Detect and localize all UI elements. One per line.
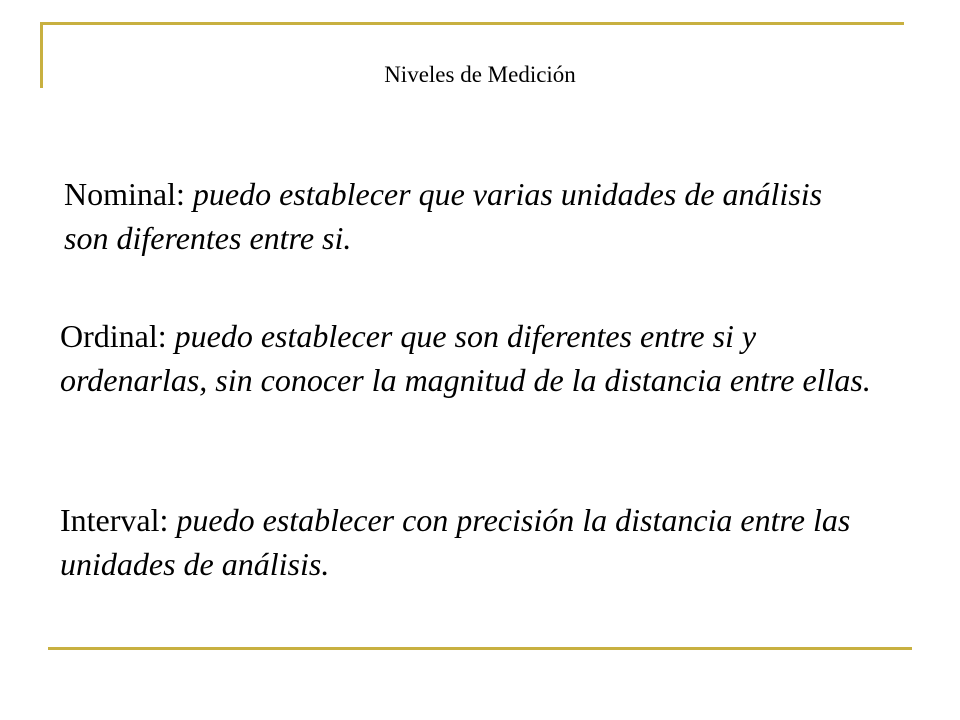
bottom-accent-rule <box>48 647 912 650</box>
term-interval: Interval: <box>60 502 169 538</box>
slide-title: Niveles de Medición <box>384 62 576 87</box>
term-nominal: Nominal: <box>64 176 185 212</box>
description-nominal: puedo establecer que varias unidades de análisis son diferentes entre si. <box>64 176 823 256</box>
definition-interval <box>60 498 900 586</box>
description-ordinal: puedo establecer que son diferentes entre si y ordenarlas, sin conocer la magnitud de la distancia entre ellas. <box>60 318 871 398</box>
definition-nominal <box>64 172 854 260</box>
description-interval: puedo establecer con precisión la distancia entre las unidades de análisis. <box>60 502 851 582</box>
term-ordinal: Ordinal: <box>60 318 167 354</box>
definition-ordinal <box>60 314 900 402</box>
top-accent-rule <box>40 22 904 25</box>
